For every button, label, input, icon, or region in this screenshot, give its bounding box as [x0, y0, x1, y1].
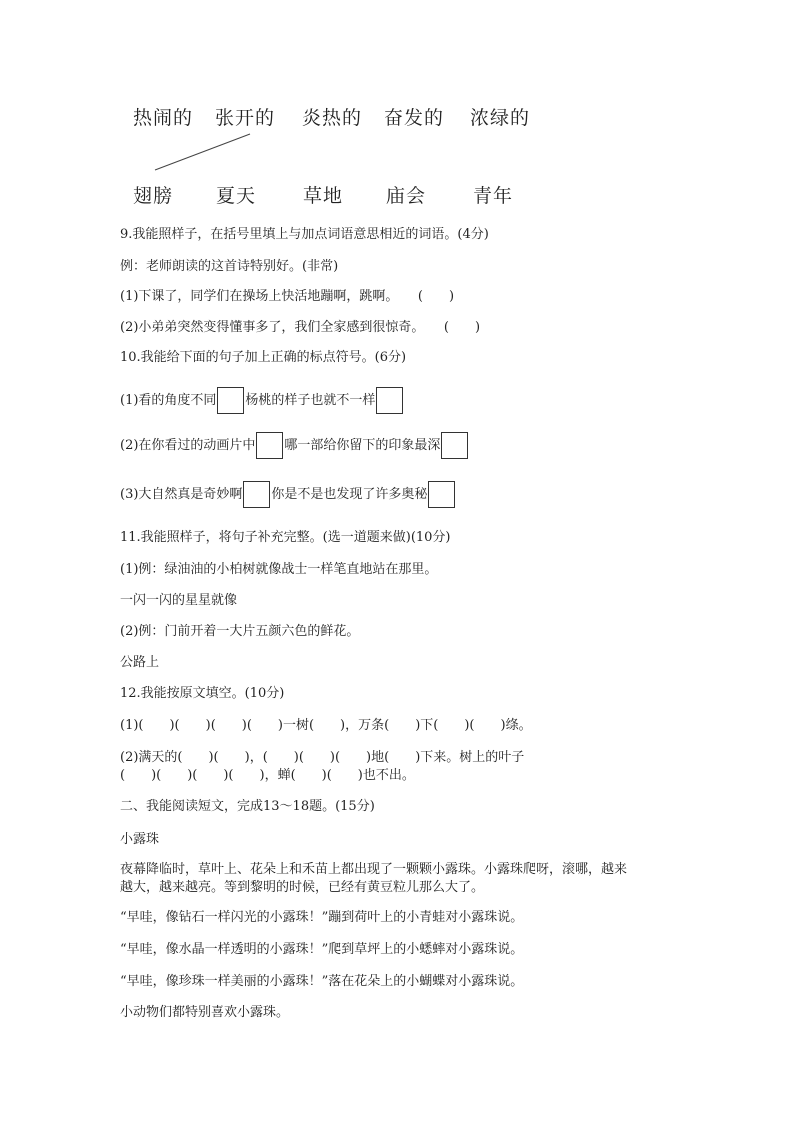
- q9-item: (1)下课了，同学们在操场上快活地蹦啊，跳啊。 ( ): [120, 289, 455, 304]
- q9-title: 9.我能照样子，在括号里填上与加点词语意思相近的词语。(4分): [120, 227, 489, 242]
- story-paragraph: 越大，越来越亮。等到黎明的时候，已经有黄豆粒儿那么大了。: [120, 880, 485, 895]
- q12-line: (1)( )( )( )( )一树( )，万条( )下( )( )绦。: [120, 718, 532, 733]
- punctuation-box[interactable]: [441, 432, 468, 459]
- story-paragraph: “早哇，像珍珠一样美丽的小露珠！”落在花朵上的小蝴蝶对小露珠说。: [120, 974, 524, 989]
- q12-line: ( )( )( )( )，蝉( )( )也不出。: [120, 768, 415, 783]
- punctuation-box[interactable]: [376, 387, 403, 414]
- punctuation-box[interactable]: [428, 481, 455, 508]
- punctuation-box[interactable]: [217, 387, 244, 414]
- q10-text: (2)在你看过的动画片中: [120, 438, 256, 453]
- match-bottom-word: 草地: [303, 185, 344, 207]
- story-title: 小露珠: [120, 832, 160, 847]
- story-paragraph: 夜幕降临时，草叶上、花朵上和禾苗上都出现了一颗颗小露珠。小露珠爬呀，滚哪，越来: [120, 862, 628, 877]
- q10-text: 杨桃的样子也就不一样: [245, 393, 376, 408]
- q10-text: 哪一部给你留下的印象最深: [284, 438, 441, 453]
- q12-title: 12.我能按原文填空。(10分): [120, 686, 285, 701]
- match-top-word: 奋发的: [384, 107, 445, 129]
- match-top-word: 热闹的: [133, 107, 194, 129]
- punctuation-box[interactable]: [243, 481, 270, 508]
- q10-text: (1)看的角度不同: [120, 393, 217, 408]
- q11-line: (2)例：门前开着一大片五颜六色的鲜花。: [120, 624, 360, 639]
- q11-line: 一闪一闪的星星就像: [120, 593, 238, 608]
- q9-item: (2)小弟弟突然变得懂事多了，我们全家感到很惊奇。 ( ): [120, 320, 481, 335]
- part2-title: 二、我能阅读短文，完成13～18题。(15分): [120, 799, 375, 814]
- q10-item: [120, 432, 469, 459]
- match-bottom-word: 青年: [473, 185, 514, 207]
- q11-title: 11.我能照样子，将句子补充完整。(选一道题来做)(10分): [120, 530, 451, 545]
- q10-item: [120, 481, 456, 508]
- q12-line: (2)满天的( )( )，( )( )( )地( )下来。树上的叶子: [120, 750, 525, 765]
- match-top-word: 张开的: [215, 107, 276, 129]
- punctuation-box[interactable]: [256, 432, 283, 459]
- match-top-word: 炎热的: [302, 107, 363, 129]
- match-bottom-word: 庙会: [386, 185, 427, 207]
- q11-line: (1)例：绿油油的小柏树就像战士一样笔直地站在那里。: [120, 562, 438, 577]
- story-paragraph: “早哇，像钻石一样闪光的小露珠！”蹦到荷叶上的小青蛙对小露珠说。: [120, 910, 524, 925]
- q10-text: (3)大自然真是奇妙啊: [120, 487, 243, 502]
- story-paragraph: “早哇，像水晶一样透明的小露珠！”爬到草坪上的小蟋蟀对小露珠说。: [120, 942, 524, 957]
- q11-line: 公路上: [120, 655, 160, 670]
- q10-text: 你是不是也发现了许多奥秘: [271, 487, 428, 502]
- q9-example: 例：老师朗读的这首诗特别好。(非常): [120, 259, 339, 274]
- match-top-word: 浓绿的: [470, 107, 531, 129]
- match-bottom-word: 翅膀: [133, 185, 174, 207]
- story-paragraph: 小动物们都特别喜欢小露珠。: [120, 1005, 290, 1020]
- match-bottom-word: 夏天: [216, 185, 257, 207]
- q10-item: [120, 387, 404, 414]
- q10-title: 10.我能给下面的句子加上正确的标点符号。(6分): [120, 350, 407, 365]
